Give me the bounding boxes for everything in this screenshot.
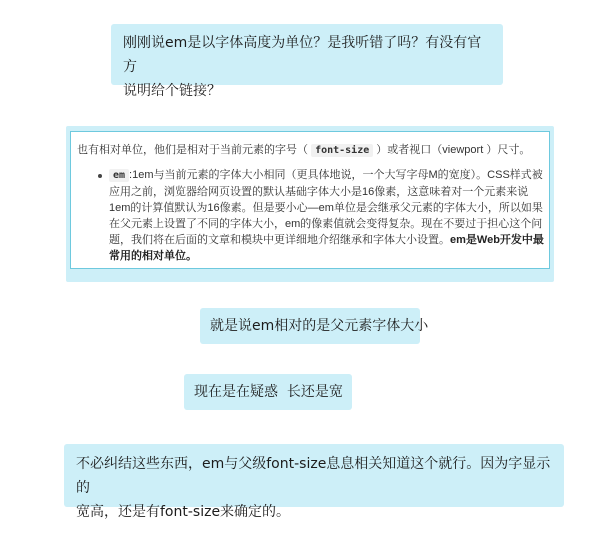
message-line: 不必纠结这些东西，em与父级font-size息息相关知道这个就行。因为字显示的 xyxy=(76,456,551,496)
message-line: 刚刚说em是以字体高度为单位？是我听错了吗？有没有官方 xyxy=(123,35,482,75)
doc-emphasis: em是Web开发中最常用的相对单位。 xyxy=(109,234,544,262)
message-text: 就是说em相对的是父元素字体大小 xyxy=(210,318,429,334)
quoted-document-excerpt xyxy=(70,131,550,269)
inline-code: font-size xyxy=(311,144,373,157)
message-line: 宽高，还是有font-size来确定的。 xyxy=(76,504,291,520)
bullet-icon xyxy=(98,174,102,178)
doc-list-text: em :1em与当前元素的字体大小相同（更具体地说，一个大写字母M的宽度）。CSS样式被应用之前，浏览器给网页设置的默认基础字体大小是16像素，这意味着对一个元素来说1em的计算值默认为16像素。但是要小心—em单位是会继承父元素的字体大小，所以如果在父元素上设置了不同的字体大小，em的像素值就会变得复杂。现在不要过于担心这个问题，我们将在后面的文章和模块中更详细地介绍继承和字体大小设置。em是Web开发中最常用的相对单位。 xyxy=(109,169,544,262)
chat-bubble-quoted-doc xyxy=(66,126,554,282)
message-text: 现在是在疑惑 长还是宽 xyxy=(194,384,343,400)
chat-bubble-question xyxy=(111,24,503,99)
doc-list-item xyxy=(77,167,543,264)
chat-bubble-answer xyxy=(64,444,564,520)
chat-bubble-reply xyxy=(200,308,429,344)
message-line: 说明给个链接？ xyxy=(123,83,221,99)
chat-bubble-reply xyxy=(184,374,352,410)
inline-code: em xyxy=(109,169,129,182)
doc-intro: 也有相对单位，他们是相对于当前元素的字号（ font-size ）或者视口（viewport ）尺寸。 xyxy=(77,144,531,156)
